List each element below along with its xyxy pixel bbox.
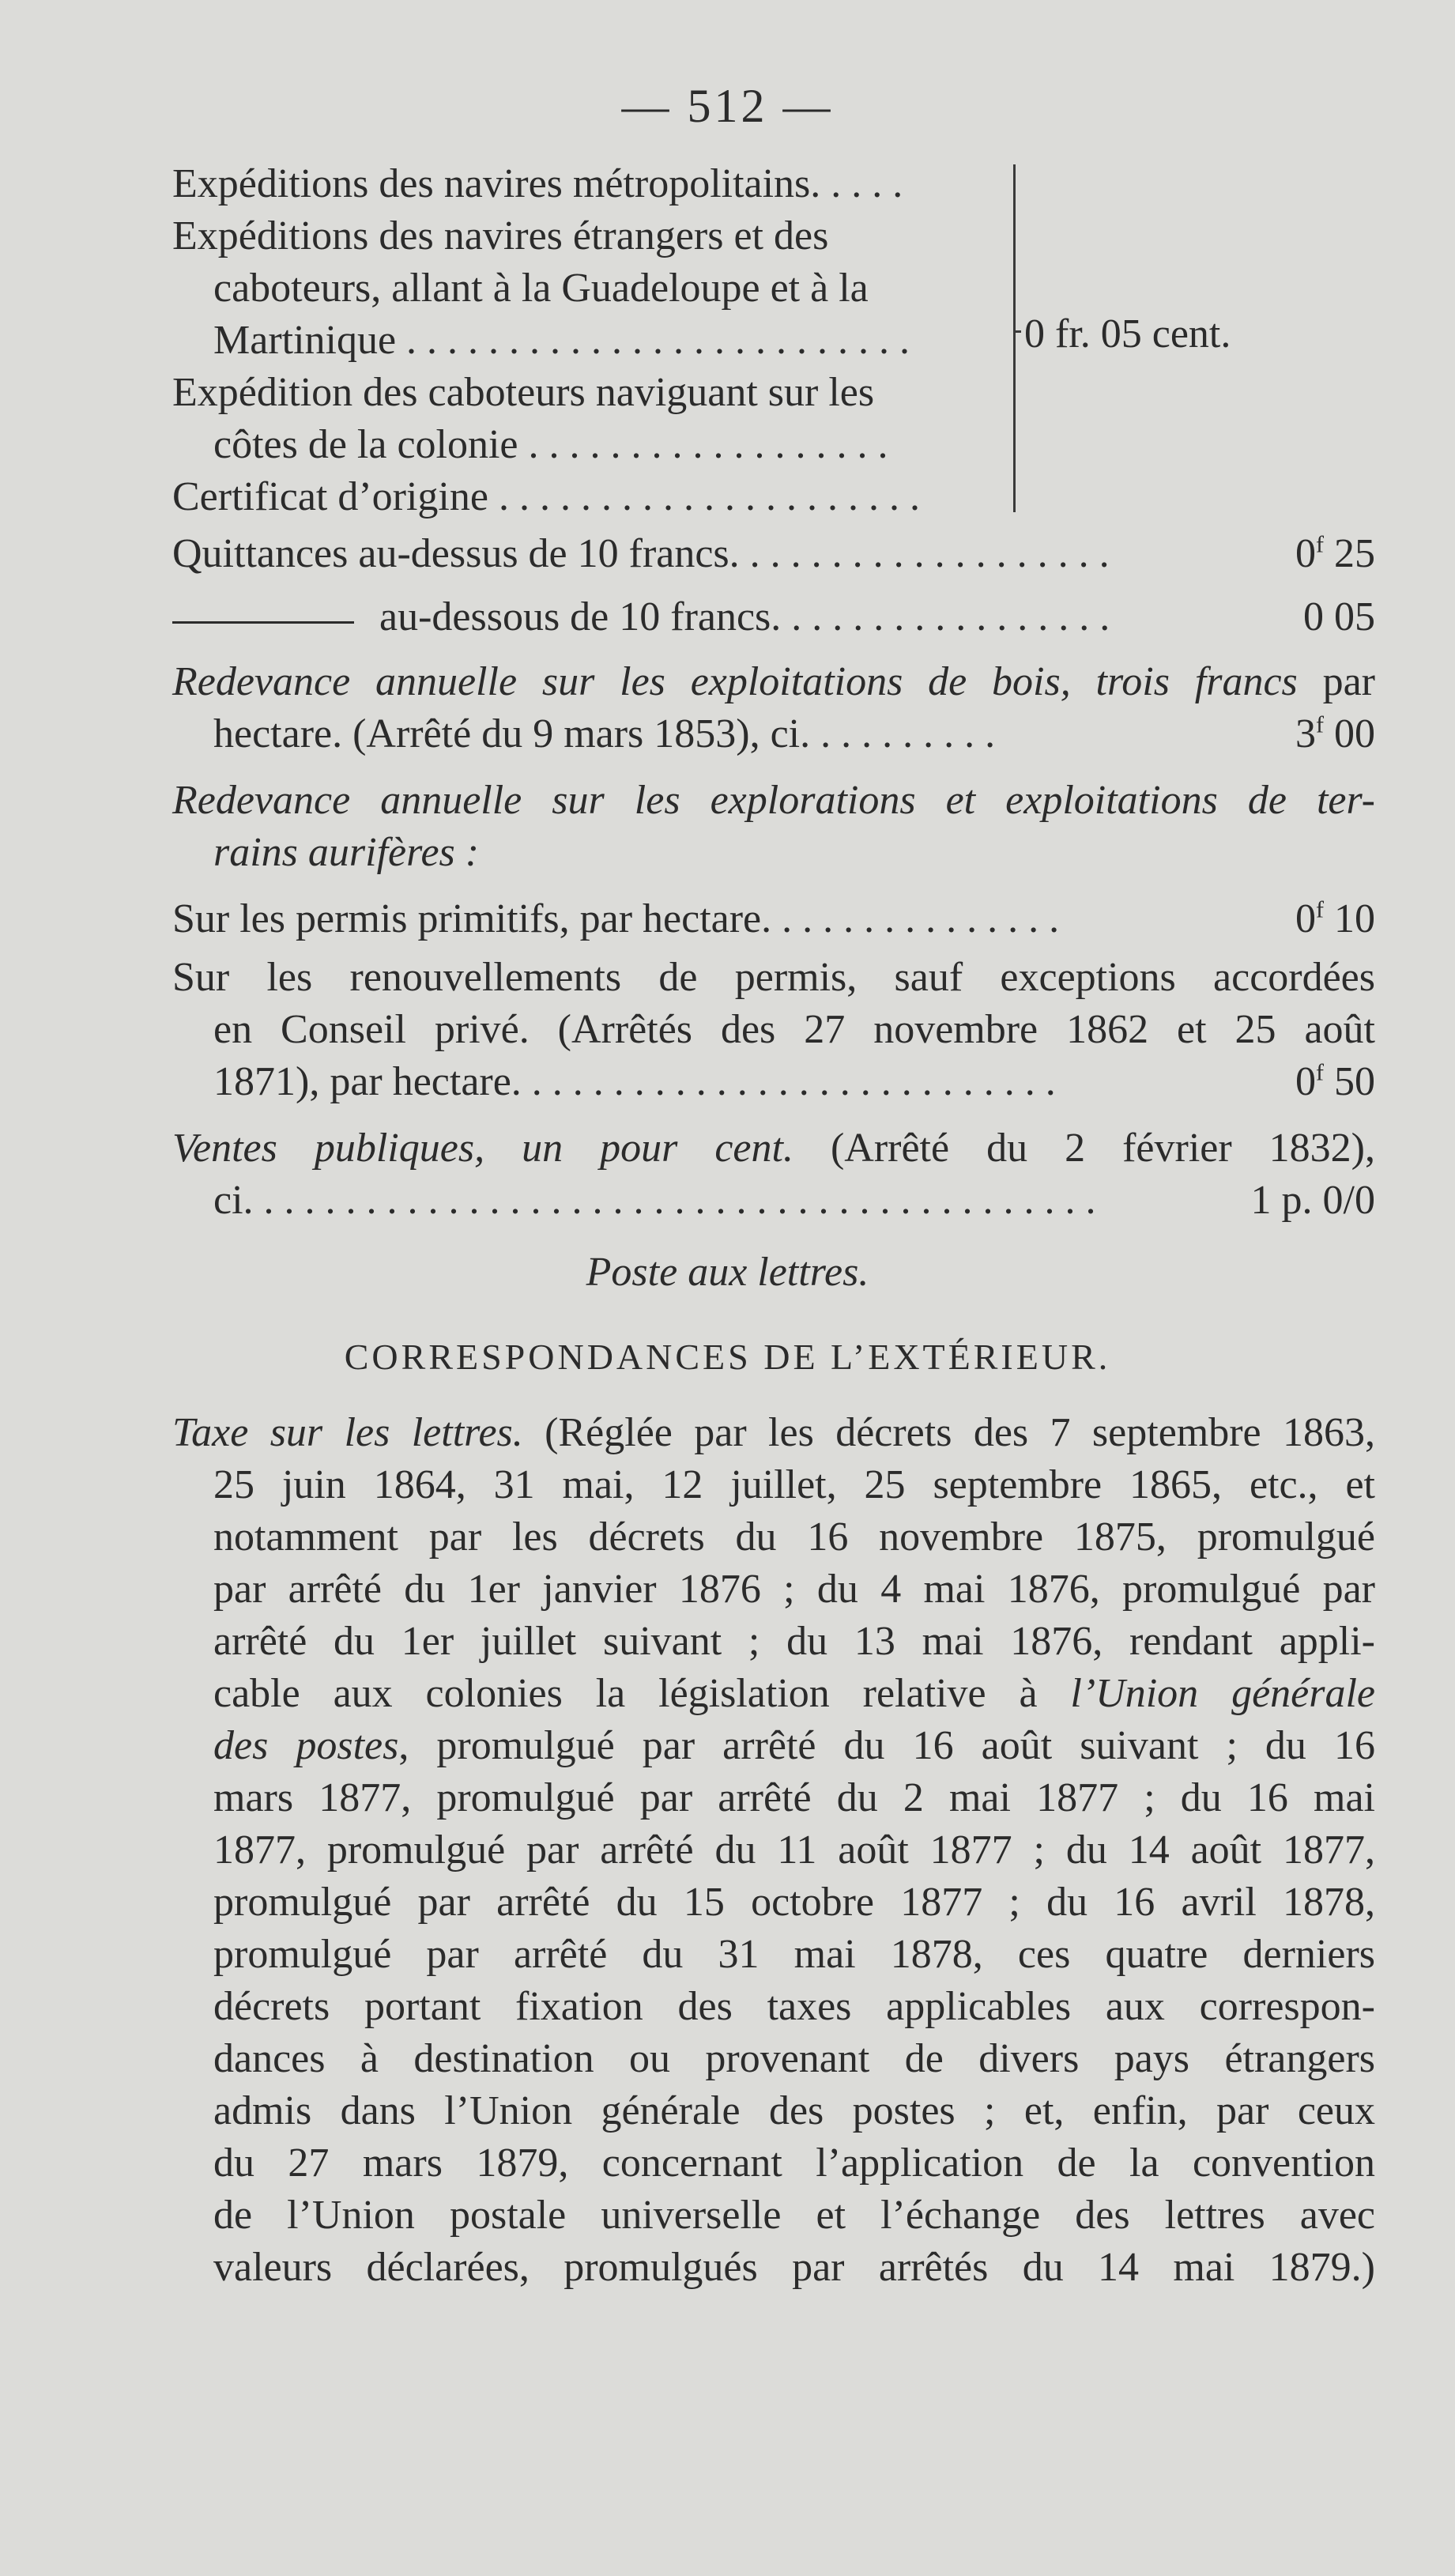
taxe-line-11: décrets portant fixation des taxes applicables aux correspon-	[213, 1984, 1375, 2029]
taxe-line-6: des postes, promulgué par arrêté du 16 août suivant ; du 16	[213, 1723, 1375, 1768]
redevance-bois-title-tail: par	[1322, 659, 1375, 704]
ventes-amount: 1 p. 0/0	[1250, 1178, 1375, 1223]
correspondances-heading: CORRESPONDANCES DE L’EXTÉRIEUR.	[344, 1337, 1111, 1377]
amount-int: 0	[1295, 531, 1316, 576]
taxe-line-13: admis dans l’Union générale des postes ; et, enfin, par ceux	[213, 2088, 1375, 2133]
ventes-title-line	[172, 1122, 1375, 1175]
quittances-below-label: au-dessous de 10 francs. . . . . . . . . . . . . . . . .	[379, 594, 1110, 639]
taxe-line-12: dances à destination ou provenant de divers pays étrangers	[213, 2036, 1375, 2081]
ventes-title-tail: (Arrêté du 2 février 1832),	[830, 1126, 1375, 1171]
taxe-line-8: 1877, promulgué par arrêté du 11 août 1877 ; du 14 août 1877,	[213, 1827, 1375, 1873]
permis-primitifs-label: Sur les permis primitifs, par hectare. . . . . . . . . . . . . . .	[172, 896, 1060, 941]
permis-primitifs-amount	[1295, 893, 1375, 945]
taxe-line-7: mars 1877, promulgué par arrêté du 2 mai 1877 ; du 16 mai	[213, 1775, 1375, 1820]
curly-bracket	[999, 164, 1016, 512]
poste-heading: Poste aux lettres.	[586, 1250, 869, 1295]
amount-cents: 50	[1334, 1059, 1375, 1104]
taxe-line-2: notamment par les décrets du 16 novembre 1875, promulgué	[213, 1514, 1375, 1560]
taxe-line-3: par arrêté du 1er janvier 1876 ; du 4 mai 1876, promulgué par	[213, 1567, 1375, 1612]
amount-unit: f	[1316, 896, 1324, 923]
renouvellements-line2: en Conseil privé. (Arrêtés des 27 novembre 1862 et 25 août	[213, 1007, 1375, 1052]
amount-cents: 00	[1334, 711, 1375, 756]
amount-unit: f	[1316, 1059, 1324, 1086]
renouvellements-amount	[1295, 1056, 1375, 1108]
redevance-bois-line2: hectare. (Arrêté du 9 mars 1853), ci. . . . . . . . . .	[213, 711, 996, 756]
ventes-line2: ci. . . . . . . . . . . . . . . . . . . . . . . . . . . . . . . . . . . . . . . . . .	[213, 1178, 1096, 1223]
taxe-line-15: de l’Union postale universelle et l’échange des lettres avec	[213, 2193, 1375, 2238]
taxe-title: Taxe sur les lettres.	[172, 1410, 523, 1455]
amount-unit: f	[1316, 711, 1324, 738]
quittances-above-label: Quittances au-dessus de 10 francs. . . . . . . . . . . . . . . . . . .	[172, 531, 1110, 576]
ventes-title: Ventes publiques, un pour cent.	[172, 1126, 793, 1171]
quittances-below-amount: 0 05	[1303, 594, 1375, 639]
renouvellements-line3: 1871), par hectare. . . . . . . . . . . . . . . . . . . . . . . . . . .	[213, 1059, 1056, 1104]
taxe-line-1: 25 juin 1864, 31 mai, 12 juillet, 25 septembre 1865, etc., et	[213, 1462, 1375, 1507]
expedition-caboteurs-line2: côtes de la colonie . . . . . . . . . . . . . . . . . .	[213, 422, 888, 467]
expedition-etrangers-line3: Martinique . . . . . . . . . . . . . . . . . . . . . . . . .	[213, 318, 910, 363]
expedition-etrangers-line2: caboteurs, allant à la Guadeloupe et à la	[213, 266, 869, 311]
taxe-line-0-text: (Réglée par les décrets des 7 septembre 1863,	[545, 1410, 1376, 1455]
redevance-aur-title-line2: rains aurifères :	[213, 830, 480, 875]
amount-cents: 10	[1334, 896, 1375, 941]
taxe-line-10: promulgué par arrêté du 31 mai 1878, ces quatre derniers	[213, 1932, 1375, 1977]
amount-unit: f	[1316, 531, 1324, 558]
bracket-value: 0 fr. 05 cent.	[1024, 311, 1231, 356]
expedition-etrangers-line1: Expéditions des navires étrangers et des	[172, 213, 829, 258]
page-number: — 512 —	[621, 80, 834, 132]
taxe-line-9: promulgué par arrêté du 15 octobre 1877 ; du 16 avril 1878,	[213, 1880, 1375, 1925]
amount-int: 0	[1295, 1059, 1316, 1104]
taxe-line-4: arrêté du 1er juillet suivant ; du 13 mai 1876, rendant appli-	[213, 1619, 1375, 1664]
ditto-dash	[172, 621, 354, 624]
redevance-bois-title-line	[172, 656, 1375, 708]
expedition-metropolitain: Expéditions des navires métropolitains. . . . .	[172, 161, 903, 206]
amount-int: 0	[1295, 896, 1316, 941]
redevance-bois-amount	[1295, 708, 1375, 760]
amount-int: 3	[1295, 711, 1316, 756]
expeditions-group	[172, 158, 1375, 530]
taxe-line-5: cable aux colonies la législation relative à l’Union générale	[213, 1671, 1375, 1716]
taxe-line-0	[172, 1407, 1375, 1459]
redevance-bois-title: Redevance annuelle sur les exploitations de bois, trois francs	[172, 659, 1298, 704]
redevance-aur-title-line1: Redevance annuelle sur les explorations et exploitations de ter-	[172, 778, 1375, 823]
amount-cents: 25	[1334, 531, 1375, 576]
taxe-line-16: valeurs déclarées, promulgués par arrêtés du 14 mai 1879.)	[213, 2245, 1375, 2290]
expedition-caboteurs-line1: Expédition des caboteurs naviguant sur les	[172, 370, 875, 415]
quittances-above-amount	[1295, 528, 1375, 580]
certificat-origine: Certificat d’origine . . . . . . . . . . . . . . . . . . . . .	[172, 474, 920, 519]
renouvellements-line1: Sur les renouvellements de permis, sauf exceptions accordées	[172, 955, 1375, 1000]
taxe-line-14: du 27 mars 1879, concernant l’application de la convention	[213, 2140, 1375, 2186]
